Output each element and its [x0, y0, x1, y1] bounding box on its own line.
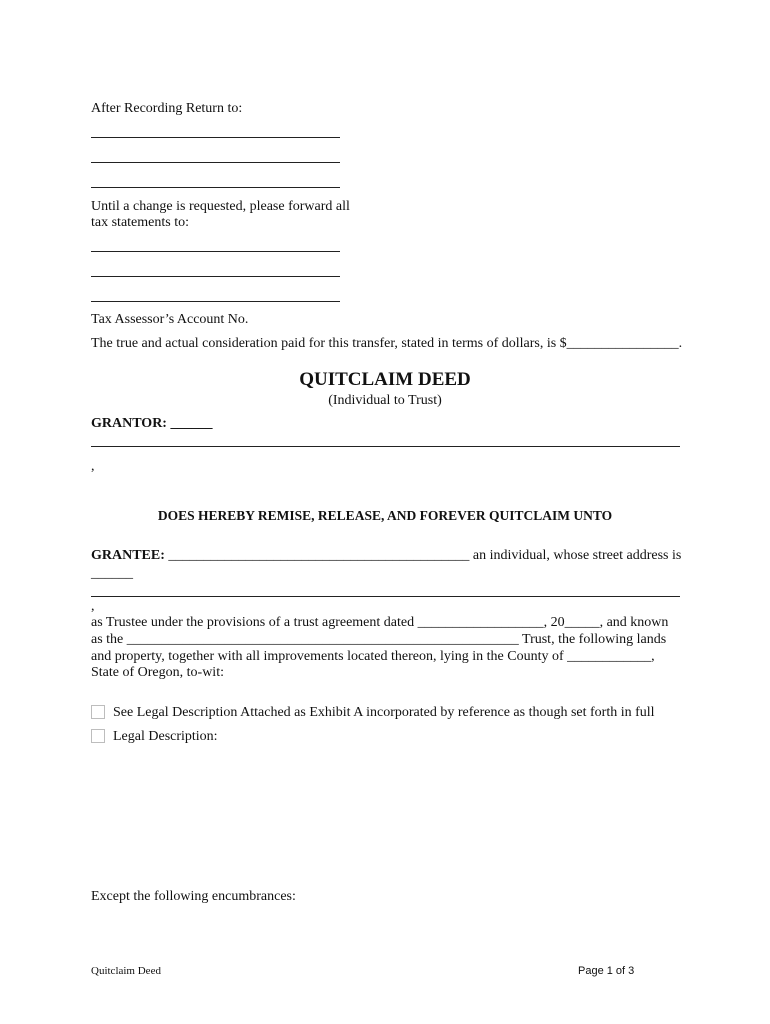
return-to-line-1: [91, 137, 340, 138]
tax-statements-line-1: [91, 251, 340, 252]
footer-document-name: Quitclaim Deed: [91, 965, 161, 977]
grantee-line-1: [91, 548, 681, 564]
trust-paragraph-line-2: as the ________________________________________________________ Trust, the following lands: [91, 632, 667, 647]
consideration-statement: The true and actual consideration paid for this transfer, stated in terms of dollars, is $________________.: [91, 336, 683, 351]
trust-paragraph-line-1: as Trustee under the provisions of a trust agreement dated __________________, 20_____, and known: [91, 615, 669, 630]
exhibit-a-option-label: See Legal Description Attached as Exhibit A incorporated by reference as though set forth in full: [113, 705, 655, 720]
trust-paragraph-line-3: and property, together with all improvements located thereon, lying in the County of ____________,: [91, 649, 655, 664]
footer-page-number: Page 1 of 3: [578, 965, 635, 977]
return-to-line-3: [91, 187, 340, 188]
exhibit-a-checkbox[interactable]: [91, 705, 105, 719]
encumbrances-label: Except the following encumbrances:: [91, 889, 296, 904]
legal-description-checkbox[interactable]: [91, 729, 105, 743]
grantee-line-1-text: ___________________________________________ an individual, whose street address is: [168, 548, 682, 563]
return-to-line-2: [91, 162, 340, 163]
tax-statements-label-line-2: tax statements to:: [91, 215, 189, 230]
legal-description-option-label: Legal Description:: [113, 729, 218, 744]
return-to-label: After Recording Return to:: [91, 101, 243, 116]
document-title: QUITCLAIM DEED: [299, 369, 471, 390]
trust-paragraph-line-4: State of Oregon, to-wit:: [91, 665, 224, 680]
grantor-label: GRANTOR: ______: [91, 416, 213, 431]
grantee-label: GRANTEE:: [91, 548, 165, 563]
tax-statements-line-2: [91, 276, 340, 277]
grantor-comma: ,: [91, 459, 95, 474]
tax-statements-label-line-1: Until a change is requested, please forward all: [91, 199, 350, 214]
grantee-address-blank: ______: [91, 566, 133, 581]
grantee-address-line: [91, 596, 680, 597]
grantor-name-line: [91, 446, 680, 447]
tax-statements-line-3: [91, 301, 340, 302]
document-subtitle: (Individual to Trust): [328, 393, 442, 408]
tax-assessor-label: Tax Assessor’s Account No.: [91, 312, 249, 327]
grantee-comma: ,: [91, 599, 95, 614]
conveyance-clause: DOES HEREBY REMISE, RELEASE, AND FOREVER QUITCLAIM UNTO: [157, 508, 613, 523]
